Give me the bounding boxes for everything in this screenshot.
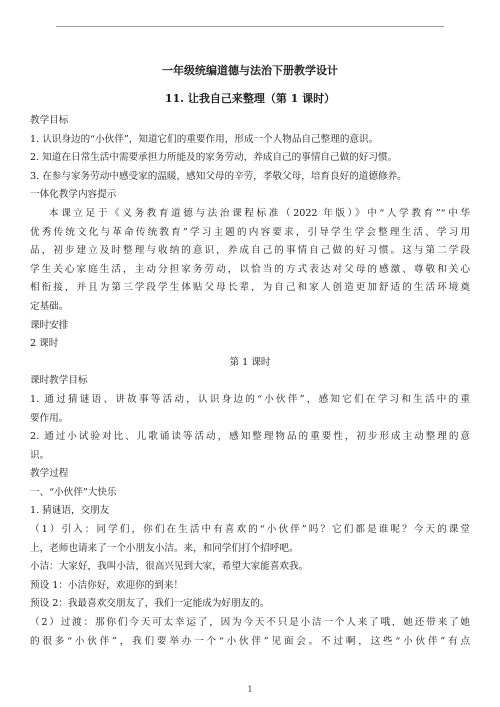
- process-section-1: 一、“小伙伴”大快乐: [30, 486, 117, 498]
- paragraph-line: 优秀传统文化与革命传统教育”学习主题的内容要求，引导学生学会整理生活、学习用: [30, 226, 470, 238]
- paragraph-line: （2）过渡：那你们今天可太幸运了，因为今天不只是小洁一个人来了哦，她还带来了她: [30, 617, 470, 629]
- heading-process: 教学过程: [30, 468, 69, 480]
- heading-lesson-objectives: 课时教学目标: [30, 375, 88, 387]
- lesson-subtitle: 11. 让我自己来整理（第 1 课时）: [164, 92, 336, 105]
- preset-answer-1: 预设 1：小洁你好，欢迎你的到来！: [30, 579, 184, 591]
- paragraph-line: 相衔接，并且为第三学段学生体贴父母长辈，为自己和家人创造更加舒适的生活环境奠: [30, 282, 470, 294]
- heading-schedule: 课时安排: [30, 319, 69, 331]
- paragraph-line: 本课立足于《义务教育道德与法治课程标准（2022 年版）》中“人学教育”“中华: [49, 207, 470, 219]
- dialogue-line: 小洁：大家好，我叫小洁，很高兴见到大家，希望大家能喜欢我。: [30, 561, 309, 573]
- lesson-objective-1: 1. 通过猜谜语、讲故事等活动，认识身边的“小伙伴”，感知它们在学习和生活中的重: [30, 393, 470, 405]
- objective-3: 3. 在参与家务劳动中感受家的温暖，感知父母的辛劳，孝敬父母，培育良好的道德修养。: [30, 170, 407, 182]
- header-rule: [56, 26, 444, 27]
- paragraph-line: （1）引入：同学们，你们在生活中有喜欢的“小伙伴”吗？它们都是谁呢？今天的课堂: [30, 524, 470, 536]
- paragraph-line: 的很多“小伙伴”，我们要举办一个“小伙伴”见面会。不过啊，这些“小伙伴”有点: [30, 635, 470, 647]
- objective-1: 1. 认识身边的“小伙伴”，知道它们的重要作用，形成一个人物品自己整理的意识。: [30, 133, 379, 145]
- process-step-1: 1. 猜谜语，交朋友: [30, 505, 110, 517]
- paragraph-line: 品，初步建立及时整理与收纳的意识，养成自己的事情自己做的好习惯。这与第二学段: [30, 245, 470, 257]
- lesson-objective-2-cont: 识。: [30, 449, 50, 461]
- schedule-value: 2 课时: [30, 338, 59, 350]
- heading-content-hint: 一体化教学内容提示: [30, 189, 117, 201]
- lesson-objective-2: 2. 通过小试验对比、儿歌诵读等活动，感知整理物品的重要性，初步形成主动整理的意: [30, 431, 470, 443]
- section-title-lesson-1: 第 1 课时: [229, 356, 271, 368]
- document-title: 一年级统编道德与法治下册教学设计: [162, 64, 338, 77]
- page-number: 1: [247, 685, 253, 694]
- paragraph-line: 定基础。: [30, 300, 69, 312]
- paragraph-line: 上，老师也请来了一个小朋友小洁。来，和同学们打个招呼吧。: [30, 542, 299, 554]
- heading-objectives: 教学目标: [30, 115, 69, 126]
- lesson-objective-1-cont: 要作用。: [30, 412, 69, 424]
- paragraph-line: 学生关心家庭生活，主动分担家务劳动，以恰当的方式表达对父母的感激、尊敬和关心: [30, 263, 470, 275]
- preset-answer-2: 预设 2：我最喜欢交朋友了，我们一定能成为好朋友的。: [30, 598, 270, 610]
- objective-2: 2. 知道在日常生活中需要承担力所能及的家务劳动，养成自己的事情自己做的好习惯。: [30, 152, 398, 164]
- document-body: [30, 60, 470, 651]
